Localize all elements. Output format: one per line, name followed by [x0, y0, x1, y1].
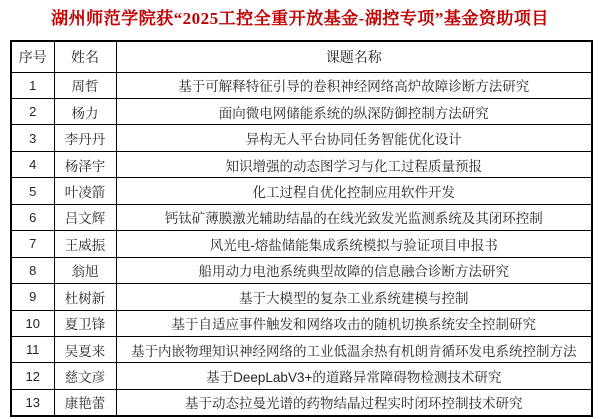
project-cell: 船用动力电池系统典型故障的信息融合诊断方法研究 — [116, 257, 592, 283]
table-row — [11, 151, 592, 177]
table-row — [11, 310, 592, 336]
project-cell: 知识增强的动态图学习与化工过程质量预报 — [116, 151, 592, 177]
row-number-cell: 7 — [11, 231, 54, 257]
document-title: 湖州师范学院获“2025工控全重开放基金-湖控专项”基金资助项目 — [51, 9, 549, 28]
name-cell: 吕文辉 — [54, 204, 116, 230]
row-number-cell: 6 — [11, 204, 54, 230]
table-row — [11, 337, 592, 363]
name-cell: 杜树新 — [54, 284, 116, 310]
column-header-index: 序号 — [11, 41, 54, 72]
project-cell: 基于大模型的复杂工业系统建模与控制 — [116, 284, 592, 310]
row-number-cell: 8 — [11, 257, 54, 283]
row-number-cell: 3 — [11, 125, 54, 151]
funding-table — [10, 40, 593, 417]
name-cell: 慈文彦 — [54, 363, 116, 389]
project-cell: 基于自适应事件触发和网络攻击的随机切换系统安全控制研究 — [116, 310, 592, 336]
table-row — [11, 125, 592, 151]
project-cell: 钙钛矿薄膜激光辅助结晶的在线光致发光监测系统及其闭环控制 — [116, 204, 592, 230]
name-cell: 杨力 — [54, 98, 116, 124]
header-row — [11, 41, 592, 72]
project-cell: 化工过程自优化控制应用软件开发 — [116, 178, 592, 204]
row-number-cell: 11 — [11, 337, 54, 363]
name-cell: 康艳蕾 — [54, 389, 116, 416]
table-row — [11, 178, 592, 204]
project-cell: 基于可解释特征引导的卷积神经网络高炉故障诊断方法研究 — [116, 72, 592, 98]
column-header-project: 课题名称 — [116, 41, 592, 72]
row-number-cell: 12 — [11, 363, 54, 389]
name-cell: 杨泽宇 — [54, 151, 116, 177]
table-row — [11, 98, 592, 124]
name-cell: 翁旭 — [54, 257, 116, 283]
name-cell: 叶凌箭 — [54, 178, 116, 204]
row-number-cell: 2 — [11, 98, 54, 124]
table-row — [11, 363, 592, 389]
name-cell: 李丹丹 — [54, 125, 116, 151]
project-cell: 基于内嵌物理知识神经网络的工业低温余热有机朗肯循环发电系统控制方法 — [116, 337, 592, 363]
name-cell: 王威振 — [54, 231, 116, 257]
column-header-name: 姓名 — [54, 41, 116, 72]
table-row — [11, 257, 592, 283]
table-row — [11, 284, 592, 310]
project-cell: 基于DeepLabV3+的道路异常障碍物检测技术研究 — [116, 363, 592, 389]
table-row — [11, 389, 592, 416]
name-cell: 夏卫锋 — [54, 310, 116, 336]
row-number-cell: 1 — [11, 72, 54, 98]
table-row — [11, 204, 592, 230]
table-row — [11, 231, 592, 257]
project-cell: 面向微电网储能系统的纵深防御控制方法研究 — [116, 98, 592, 124]
project-cell: 风光电-熔盐储能集成系统模拟与验证项目申报书 — [116, 231, 592, 257]
project-cell: 异构无人平台协同任务智能优化设计 — [116, 125, 592, 151]
row-number-cell: 9 — [11, 284, 54, 310]
name-cell: 周哲 — [54, 72, 116, 98]
row-number-cell: 10 — [11, 310, 54, 336]
row-number-cell: 13 — [11, 389, 54, 416]
row-number-cell: 5 — [11, 178, 54, 204]
name-cell: 吴夏来 — [54, 337, 116, 363]
row-number-cell: 4 — [11, 151, 54, 177]
project-cell: 基于动态拉曼光谱的药物结晶过程实时闭环控制技术研究 — [116, 389, 592, 416]
table-row — [11, 72, 592, 98]
